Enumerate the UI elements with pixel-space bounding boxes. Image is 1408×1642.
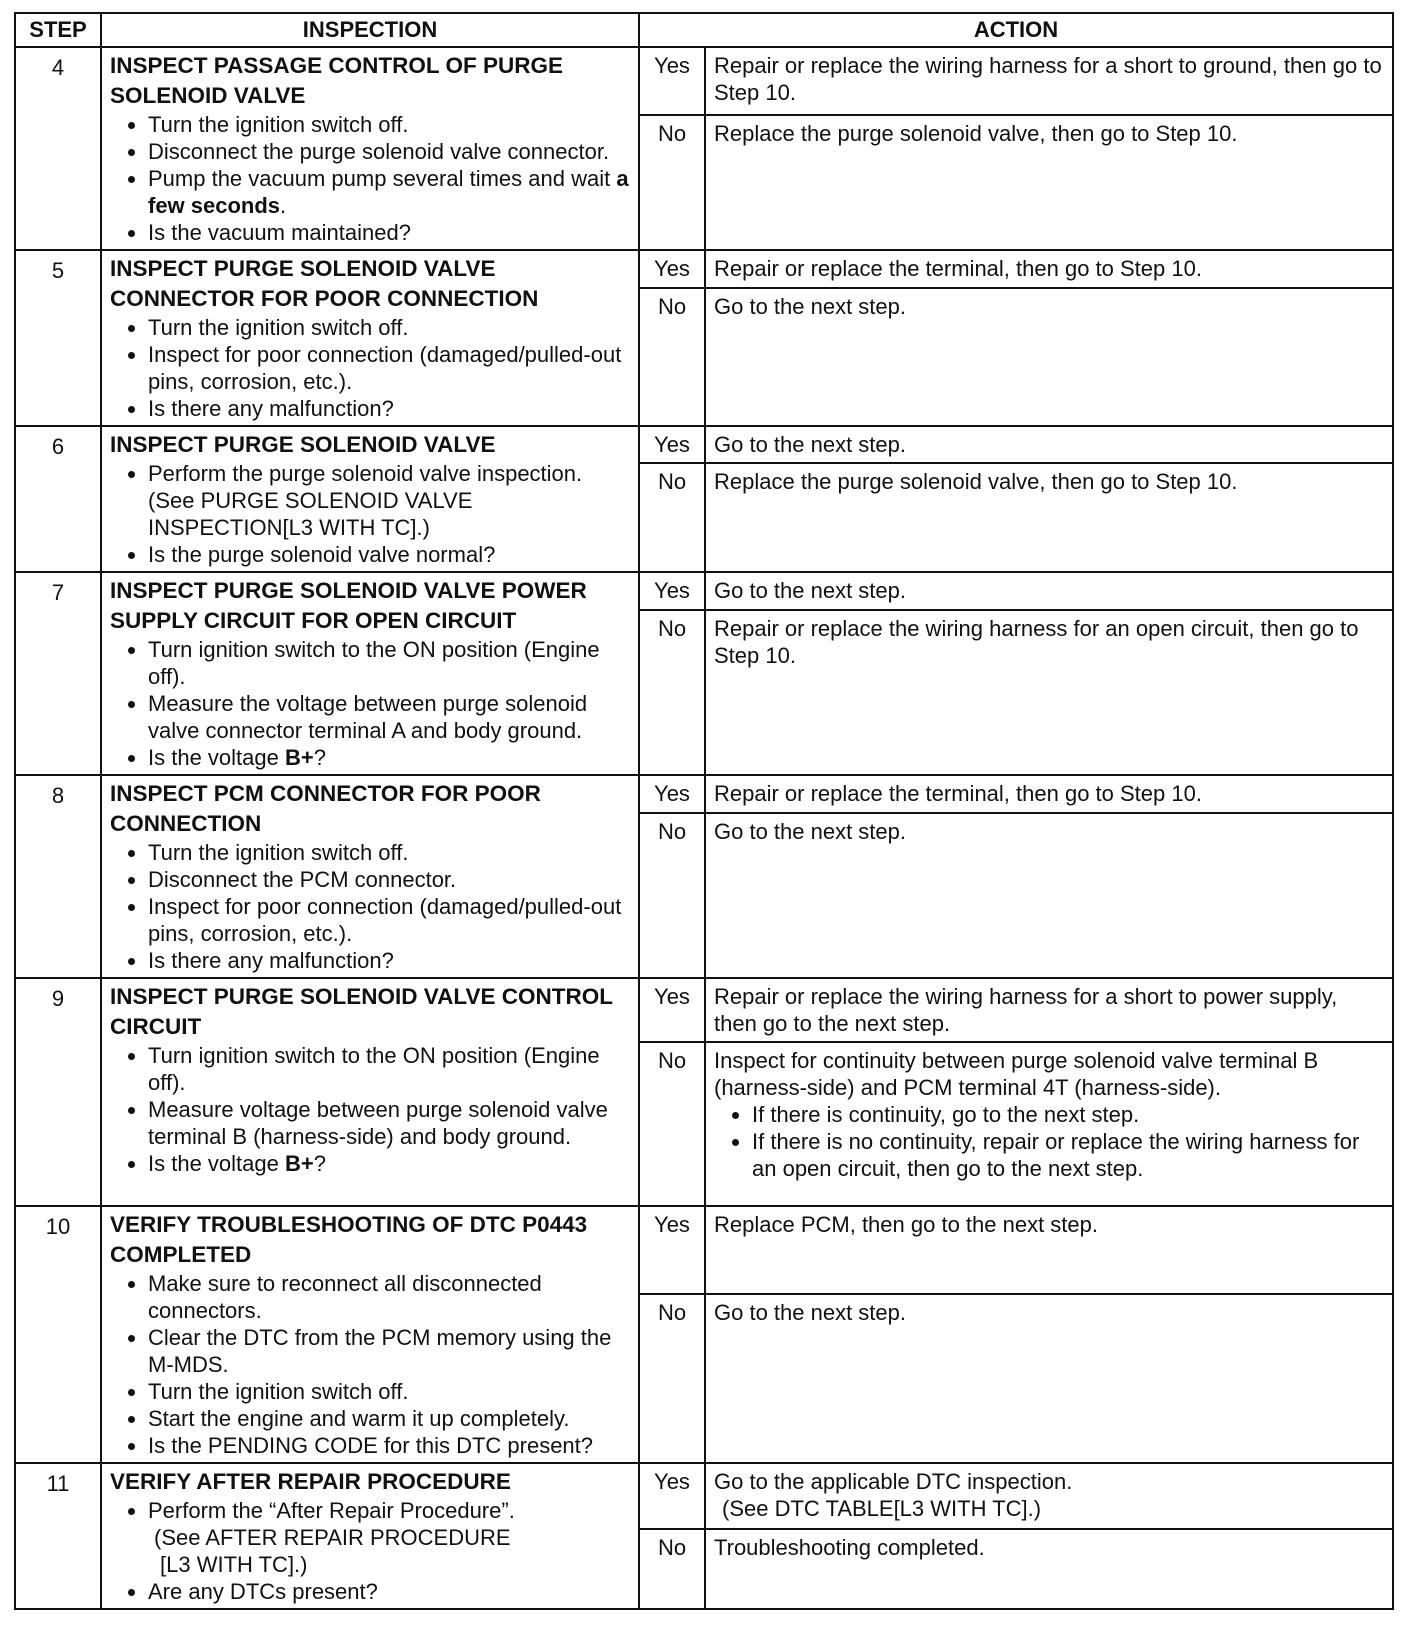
no-action: Troubleshooting completed. [705, 1529, 1393, 1609]
bullet-item: • Inspect for poor connection (damaged/pulled-out pins, corrosion, etc.). [148, 341, 630, 395]
emphasis-text: a few seconds [148, 166, 629, 218]
bullet-item: • Is the purge solenoid valve normal? [148, 541, 630, 568]
bullet-item: • Turn ignition switch to the ON position (Engine off). [148, 1042, 630, 1096]
table-header-row [15, 13, 1393, 47]
table-row [15, 47, 1393, 115]
table-row [15, 1463, 1393, 1529]
inspection-bullets [110, 636, 630, 771]
no-action: Inspect for continuity between purge solenoid valve terminal B (harness-side) and PCM terminal 4T (harness-side). [714, 1048, 1319, 1100]
inspection-cell [101, 47, 639, 250]
bullet-item: • Turn the ignition switch off. [148, 314, 630, 341]
yes-action: Repair or replace the wiring harness for a short to ground, then go to Step 10. [705, 47, 1393, 115]
yes-action: Go to the next step. [705, 426, 1393, 463]
bullet-item: • Turn the ignition switch off. [148, 839, 630, 866]
inspection-cell [101, 250, 639, 426]
yes-action: Repair or replace the terminal, then go to Step 10. [705, 250, 1393, 288]
bullet-item: • Turn ignition switch to the ON position (Engine off). [148, 636, 630, 690]
bullet-item: • Start the engine and warm it up completely. [148, 1405, 630, 1432]
inspection-cell [101, 426, 639, 572]
no-label: No [639, 288, 705, 426]
table-row [15, 1206, 1393, 1294]
yes-label: Yes [639, 775, 705, 813]
no-action: Repair or replace the wiring harness for an open circuit, then go to Step 10. [705, 610, 1393, 775]
bullet-item: • Inspect for poor connection (damaged/pulled-out pins, corrosion, etc.). [148, 893, 630, 947]
bullet-item: • Disconnect the PCM connector. [148, 866, 630, 893]
table-row [15, 775, 1393, 813]
yes-label: Yes [639, 426, 705, 463]
bullet-item: • Perform the purge solenoid valve inspection. (See PURGE SOLENOID VALVE INSPECTION[L3 WITH TC].) [148, 460, 630, 541]
no-label: No [639, 1529, 705, 1609]
bullet-text: Pump the vacuum pump several times and wait [148, 166, 611, 191]
emphasis-text: B+ [285, 1151, 314, 1176]
no-action: Replace the purge solenoid valve, then go to Step 10. [705, 463, 1393, 572]
no-label: No [639, 463, 705, 572]
bullet-text: Is the voltage [148, 745, 279, 770]
procedure-sheet [14, 12, 1392, 1610]
inspection-title: VERIFY TROUBLESHOOTING OF DTC P0443 COMPLETED [110, 1212, 588, 1267]
table-row [15, 978, 1393, 1042]
yes-action: Replace PCM, then go to the next step. [705, 1206, 1393, 1294]
inspection-bullets [110, 839, 630, 974]
bullet-item: • Measure voltage between purge solenoid valve terminal B (harness-side) and body ground. [148, 1096, 630, 1150]
no-action: Go to the next step. [705, 1294, 1393, 1463]
bullet-subtext: [L3 WITH TC].) [160, 1552, 308, 1577]
no-action-cell [705, 1042, 1393, 1206]
bullet-text: • Perform the “After Repair Procedure”. [148, 1498, 515, 1523]
table-row [15, 426, 1393, 463]
bullet-text: Is the voltage [148, 1151, 279, 1176]
yes-label: Yes [639, 250, 705, 288]
step-number: 7 [15, 572, 101, 775]
inspection-bullets [110, 1497, 630, 1605]
yes-label: Yes [639, 978, 705, 1042]
no-label: No [639, 813, 705, 978]
bullet-item: • Measure the voltage between purge solenoid valve connector terminal A and body ground. [148, 690, 630, 744]
yes-label: Yes [639, 47, 705, 115]
yes-label: Yes [639, 1463, 705, 1529]
yes-action: Repair or replace the terminal, then go to Step 10. [705, 775, 1393, 813]
inspection-cell [101, 978, 639, 1206]
table-row [15, 250, 1393, 288]
table-row [15, 572, 1393, 610]
bullet-item: • Pump the vacuum pump several times and wait a few seconds. [148, 165, 630, 219]
step-number: 4 [15, 47, 101, 250]
bullet-item [148, 744, 630, 771]
step-number: 10 [15, 1206, 101, 1463]
yes-action: Go to the applicable DTC inspection. [714, 1469, 1073, 1494]
header-action: ACTION [639, 13, 1393, 47]
bullet-item: • Turn the ignition switch off. [148, 111, 630, 138]
bullet-item: • Are any DTCs present? [148, 1578, 630, 1605]
inspection-bullets [110, 460, 630, 568]
inspection-title: INSPECT PURGE SOLENOID VALVE POWER SUPPLY CIRCUIT FOR OPEN CIRCUIT [110, 578, 587, 633]
inspection-cell [101, 1206, 639, 1463]
yes-action: Repair or replace the wiring harness for a short to power supply, then go to the next step. [705, 978, 1393, 1042]
inspection-title: INSPECT PASSAGE CONTROL OF PURGE SOLENOID VALVE [110, 53, 563, 108]
inspection-title: VERIFY AFTER REPAIR PROCEDURE [110, 1469, 511, 1494]
bullet-text: ? [313, 1151, 326, 1176]
step-number: 11 [15, 1463, 101, 1609]
no-action: Go to the next step. [705, 288, 1393, 426]
no-label: No [639, 610, 705, 775]
inspection-bullets [110, 1270, 630, 1459]
no-label: No [639, 1042, 705, 1206]
step-number: 5 [15, 250, 101, 426]
bullet-item: • Disconnect the purge solenoid valve connector. [148, 138, 630, 165]
bullet-item: • Is there any malfunction? [148, 947, 630, 974]
yes-label: Yes [639, 572, 705, 610]
bullet-item [148, 1497, 630, 1578]
inspection-cell [101, 1463, 639, 1609]
yes-label: Yes [639, 1206, 705, 1294]
inspection-bullets [110, 1042, 630, 1177]
inspection-cell [101, 572, 639, 775]
no-action-bullets [714, 1101, 1384, 1182]
yes-action-cell [705, 1463, 1393, 1529]
inspection-cell [101, 775, 639, 978]
inspection-title: INSPECT PURGE SOLENOID VALVE CONNECTOR FOR POOR CONNECTION [110, 256, 539, 311]
bullet-item: • Turn the ignition switch off. [148, 1378, 630, 1405]
step-number: 9 [15, 978, 101, 1206]
step-number: 8 [15, 775, 101, 978]
inspection-title: INSPECT PURGE SOLENOID VALVE CONTROL CIRCUIT [110, 984, 613, 1039]
inspection-title: INSPECT PURGE SOLENOID VALVE [110, 432, 496, 457]
yes-action-subtext: (See DTC TABLE[L3 WITH TC].) [722, 1496, 1042, 1521]
bullet-item: • If there is no continuity, repair or replace the wiring harness for an open circuit, then go to the next step. [752, 1128, 1384, 1182]
inspection-table [14, 12, 1394, 1610]
inspection-title: INSPECT PCM CONNECTOR FOR POOR CONNECTION [110, 781, 541, 836]
emphasis-text: B+ [285, 745, 314, 770]
header-step: STEP [15, 13, 101, 47]
bullet-item: • Is there any malfunction? [148, 395, 630, 422]
no-label: No [639, 1294, 705, 1463]
no-label: No [639, 115, 705, 250]
step-number: 6 [15, 426, 101, 572]
no-action: Replace the purge solenoid valve, then go to Step 10. [705, 115, 1393, 250]
bullet-subtext: (See AFTER REPAIR PROCEDURE [154, 1525, 511, 1550]
bullet-item: • Make sure to reconnect all disconnected connectors. [148, 1270, 630, 1324]
bullet-item: • If there is continuity, go to the next step. [752, 1101, 1384, 1128]
no-action: Go to the next step. [705, 813, 1393, 978]
header-inspection: INSPECTION [101, 13, 639, 47]
yes-action: Go to the next step. [705, 572, 1393, 610]
bullet-item [148, 1150, 630, 1177]
bullet-item: • Clear the DTC from the PCM memory using the M-MDS. [148, 1324, 630, 1378]
inspection-bullets [110, 314, 630, 422]
inspection-bullets [110, 111, 630, 246]
bullet-item: • Is the vacuum maintained? [148, 219, 630, 246]
bullet-item: • Is the PENDING CODE for this DTC present? [148, 1432, 630, 1459]
bullet-text: ? [313, 745, 326, 770]
